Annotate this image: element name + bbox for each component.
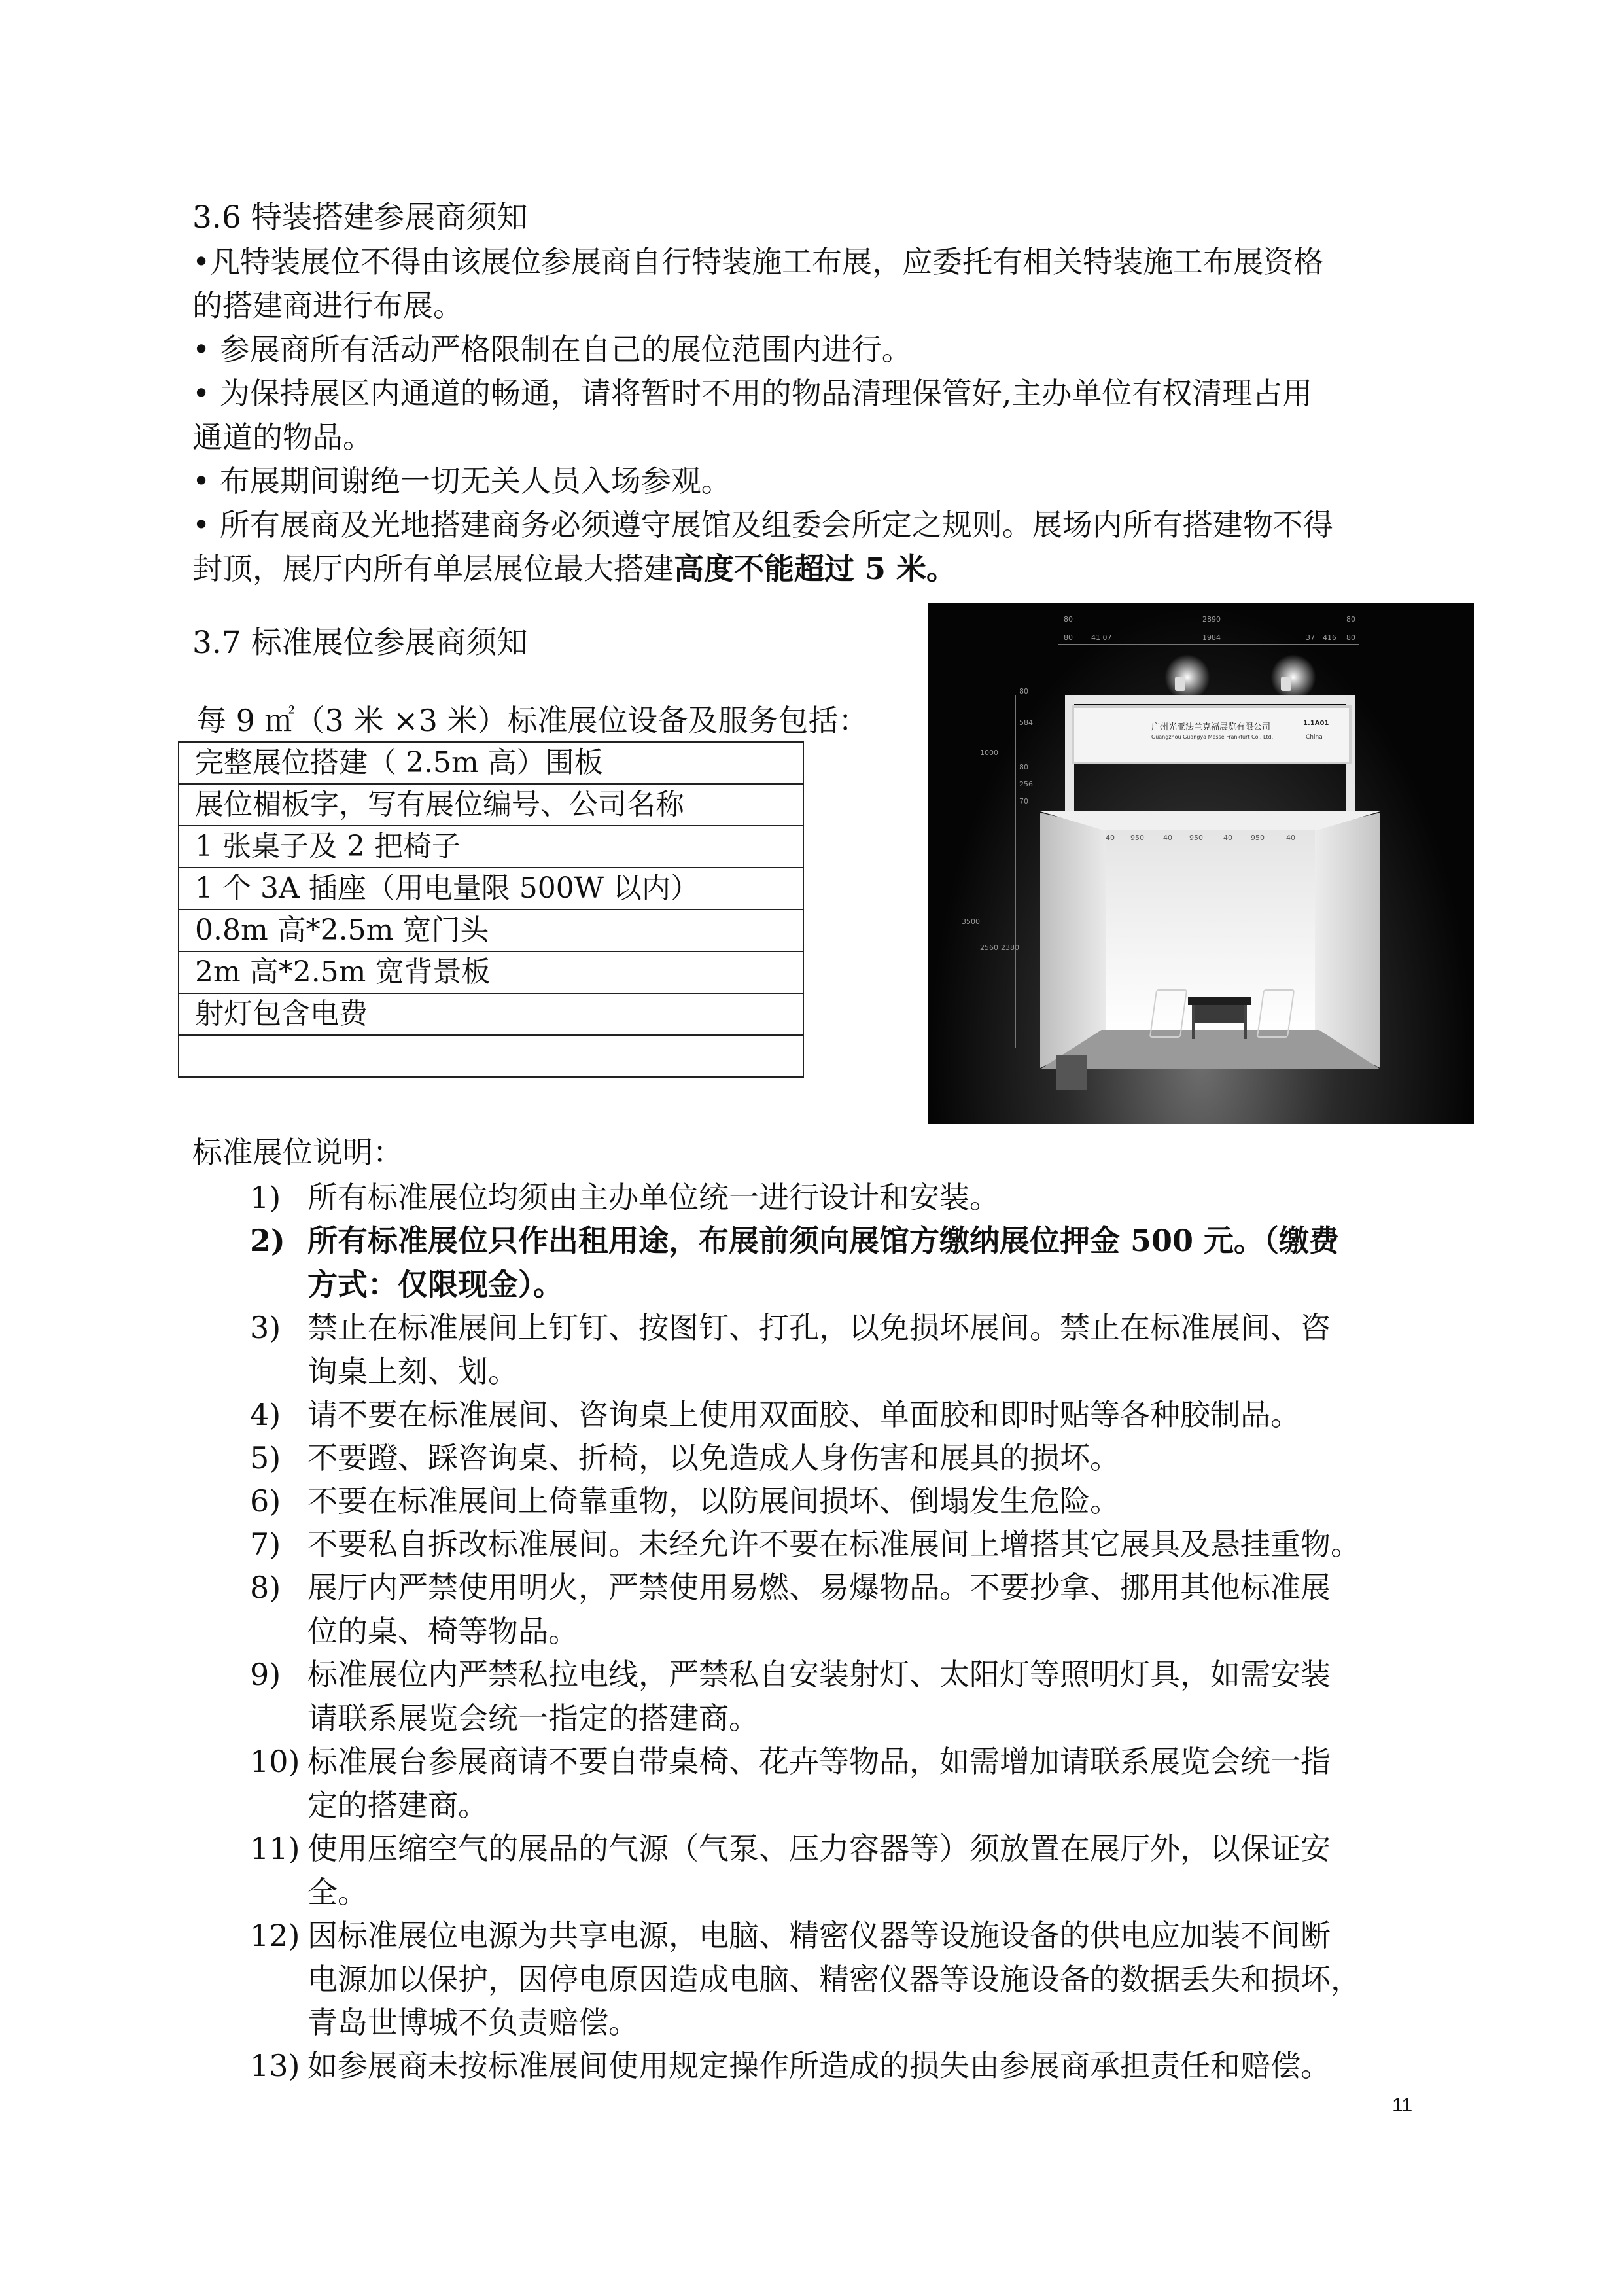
note-line: 请不要在标准展间、咨询桌上使用双面胶、单面胶和即时贴等各种胶制品。 xyxy=(307,1397,1300,1432)
table-row xyxy=(179,826,803,868)
desk-icon xyxy=(1188,997,1251,1005)
note-line: 不要蹬、踩咨询桌、折椅，以免造成人身伤害和展具的损坏。 xyxy=(307,1440,1120,1475)
table-cell: 2m 高*2.5m 宽背景板 xyxy=(179,951,803,993)
note-line: 全。 xyxy=(307,1874,368,1910)
section-3-6-heading: 3.6 特装搭建参展商须知 xyxy=(192,200,528,236)
note-line: 电源加以保护，因停电原因造成电脑、精密仪器等设施设备的数据丢失和损坏， xyxy=(307,1961,1361,1997)
note-line: 使用压缩空气的展品的气源（气泵、压力容器等）须放置在展厅外，以保证安 xyxy=(307,1831,1331,1866)
note-line: 因标准展位电源为共享电源，电脑、精密仪器等设施设备的供电应加装不间断 xyxy=(307,1918,1331,1953)
paragraph-text: 封顶，展厅内所有单层展位最大搭建 xyxy=(192,551,674,586)
dimension-label: 40 xyxy=(1286,834,1295,842)
note-line: 所有标准展位只作出租用途，布展前须向展馆方缴纳展位押金 500 元。（缴费 xyxy=(307,1223,1340,1258)
dimension-label: 2380 xyxy=(1001,944,1019,952)
table-row xyxy=(179,868,803,910)
fascia-country: China xyxy=(1306,734,1323,741)
note-line: 禁止在标准展间上钉钉、按图钉、打孔，以免损坏展间。禁止在标准展间、咨 xyxy=(307,1310,1331,1345)
table-row xyxy=(179,1035,803,1077)
dimension-label: 37 xyxy=(1306,633,1315,642)
note-line: 标准展位内严禁私拉电线，严禁私自安装射灯、太阳灯等照明灯具，如需安装 xyxy=(307,1657,1331,1692)
note-number: 9) xyxy=(250,1657,281,1692)
note-line: 定的搭建商。 xyxy=(307,1787,488,1823)
note-number: 4) xyxy=(250,1397,281,1432)
table-cell: 1 个 3A 插座（用电量限 500W 以内） xyxy=(179,868,803,910)
table-cell: 展位楣板字，写有展位编号、公司名称 xyxy=(179,784,803,826)
note-line: 请联系展览会统一指定的搭建商。 xyxy=(307,1700,759,1736)
note-line: 标准展台参展商请不要自带桌椅、花卉等物品，如需增加请联系展览会统一指 xyxy=(307,1744,1331,1779)
dimension-label: 80 xyxy=(1064,633,1073,642)
dimension-label: 950 xyxy=(1251,834,1265,842)
note-number: 13) xyxy=(250,2048,300,2083)
note-number: 8) xyxy=(250,1570,281,1605)
note-number: 3) xyxy=(250,1310,281,1345)
dimension-label: 2560 xyxy=(980,944,998,952)
note-number: 5) xyxy=(250,1440,281,1475)
note-line: 所有标准展位均须由主办单位统一进行设计和安装。 xyxy=(307,1180,1000,1215)
table-row xyxy=(179,784,803,826)
note-line: 展厅内严禁使用明火，严禁使用易燃、易爆物品。不要抄拿、挪用其他标准展 xyxy=(307,1570,1331,1605)
equipment-intro: 每 9 ㎡（3 米 ×3 米）标准展位设备及服务包括： xyxy=(196,703,869,738)
page-number: 11 xyxy=(1392,2094,1413,2116)
fascia-company-cn: 广州光亚法兰克福展览有限公司 xyxy=(1151,722,1271,732)
dimension-label: 2890 xyxy=(1202,615,1221,624)
note-number: 1) xyxy=(250,1180,281,1215)
table-cell: 完整展位搭建（ 2.5m 高）围板 xyxy=(179,742,803,784)
note-line: 如参展商未按标准展间使用规定操作所造成的损失由参展商承担责任和赔偿。 xyxy=(307,2048,1331,2083)
paragraph-line: •凡特装展位不得由该展位参展商自行特装施工布展，应委托有相关特装施工布展资格 xyxy=(192,244,1324,279)
note-number: 12) xyxy=(250,1918,300,1953)
table-row xyxy=(179,910,803,951)
dimension-label: 70 xyxy=(1019,797,1028,805)
dimension-label: 256 xyxy=(1019,780,1033,788)
standard-booth-photo xyxy=(928,603,1474,1124)
dimension-label: 1000 xyxy=(980,749,998,757)
spotlight-icon xyxy=(1281,677,1291,691)
dimension-label: 80 xyxy=(1346,633,1355,642)
paragraph-line: • 布展期间谢绝一切无关人员入场参观。 xyxy=(192,463,731,499)
dimension-label: 3500 xyxy=(962,917,980,926)
dimension-label: 80 xyxy=(1064,615,1073,624)
table-row xyxy=(179,742,803,784)
wastebin-icon xyxy=(1056,1055,1087,1090)
note-number: 2) xyxy=(250,1223,285,1258)
dimension-label: 584 xyxy=(1019,718,1033,727)
dimension-label: 950 xyxy=(1189,834,1203,842)
note-line: 询桌上刻、划。 xyxy=(307,1353,518,1389)
note-number: 10) xyxy=(250,1744,300,1779)
dimension-label: 40 xyxy=(1106,834,1115,842)
note-line: 青岛世博城不负责赔偿。 xyxy=(307,2005,638,2040)
note-number: 6) xyxy=(250,1483,281,1519)
dimension-label: 40 xyxy=(1163,834,1172,842)
note-line: 位的桌、椅等物品。 xyxy=(307,1613,578,1649)
table-cell: 射灯包含电费 xyxy=(179,993,803,1035)
table-row xyxy=(179,993,803,1035)
fascia-booth-number: 1.1A01 xyxy=(1303,720,1329,727)
fascia-company-en: Guangzhou Guangya Messe Frankfurt Co., Ltd. xyxy=(1151,734,1274,740)
dimension-label: 40 xyxy=(1223,834,1232,842)
table-cell xyxy=(179,1035,803,1077)
paragraph-line: • 参展商所有活动严格限制在自己的展位范围内进行。 xyxy=(192,332,912,367)
note-number: 11) xyxy=(250,1831,300,1866)
height-limit-emphasis: 高度不能超过 5 米。 xyxy=(674,551,957,586)
table-cell: 0.8m 高*2.5m 宽门头 xyxy=(179,910,803,951)
note-line: 不要在标准展间上倚靠重物，以防展间损坏、倒塌发生危险。 xyxy=(307,1483,1120,1519)
dimension-label: 80 xyxy=(1019,763,1028,771)
section-3-7-heading: 3.7 标准展位参展商须知 xyxy=(192,625,528,661)
booth-fascia-board xyxy=(1072,705,1352,764)
note-line: 不要私自拆改标准展间。未经允许不要在标准展间上增搭其它展具及悬挂重物。 xyxy=(307,1527,1361,1562)
dimension-label: 950 xyxy=(1130,834,1144,842)
dimension-label: 416 xyxy=(1323,633,1336,642)
dimension-label: 41 07 xyxy=(1091,633,1112,642)
note-number: 7) xyxy=(250,1527,281,1562)
paragraph-line: • 为保持展区内通道的畅通，请将暂时不用的物品清理保管好,主办单位有权清理占用 xyxy=(192,376,1313,411)
paragraph-line xyxy=(192,547,956,590)
note-line: 方式：仅限现金）。 xyxy=(307,1266,563,1302)
dimension-label: 1984 xyxy=(1202,633,1221,642)
spotlight-icon xyxy=(1175,677,1185,691)
dimension-label: 80 xyxy=(1346,615,1355,624)
paragraph-line: 的搭建商进行布展。 xyxy=(192,288,463,323)
notes-label: 标准展位说明： xyxy=(192,1135,403,1170)
table-row xyxy=(179,951,803,993)
table-cell: 1 张桌子及 2 把椅子 xyxy=(179,826,803,868)
dimension-label: 80 xyxy=(1019,687,1028,696)
paragraph-line: • 所有展商及光地搭建商务必须遵守展馆及组委会所定之规则。展场内所有搭建物不得 xyxy=(192,507,1333,542)
equipment-table xyxy=(178,741,804,1078)
paragraph-line: 通道的物品。 xyxy=(192,419,373,455)
